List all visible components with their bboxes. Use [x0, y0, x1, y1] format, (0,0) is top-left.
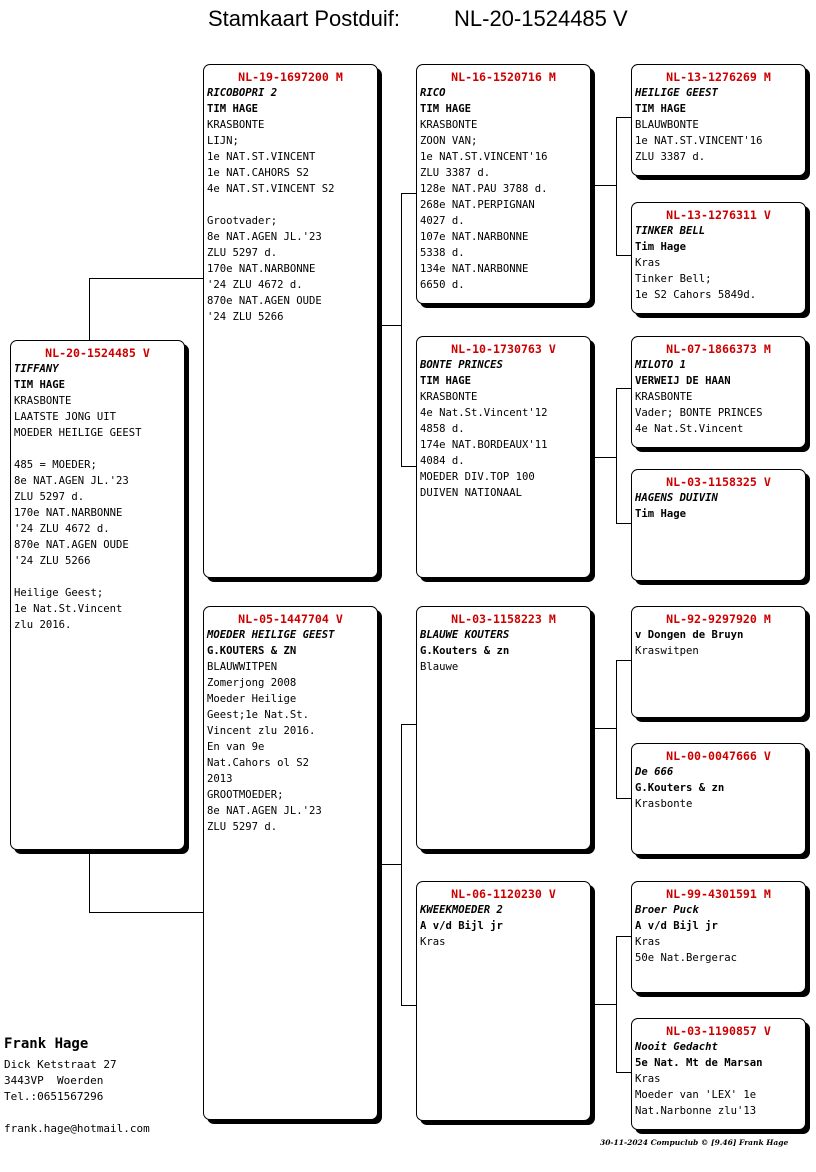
connector-line: [616, 388, 617, 524]
info-line: 107e NAT.NARBONNE: [420, 231, 529, 243]
info-line: 174e NAT.BORDEAUX'11: [420, 439, 548, 451]
pigeon-name: BLAUWE KOUTERS: [420, 629, 510, 641]
owner-name: A v/d Bijl jr: [635, 920, 718, 932]
ring-number: NL-20-1524485 V: [45, 346, 150, 360]
info-line: Vincent zlu 2016.: [207, 725, 316, 737]
owner-name: TIM HAGE: [14, 379, 66, 391]
info-line: ZLU 5297 d.: [14, 491, 85, 503]
info-line: Vader; BONTE PRINCES: [635, 407, 763, 419]
pigeon-name: TIFFANY: [14, 363, 59, 375]
info-line: ZOON VAN;: [420, 135, 478, 147]
info-line: LIJN;: [207, 135, 239, 147]
ring-number: NL-92-9297920 M: [666, 612, 771, 626]
info-line: Grootvader;: [207, 215, 278, 227]
pigeon-name: MOEDER HEILIGE GEEST: [207, 629, 335, 641]
connector-line: [616, 936, 617, 1073]
info-line: 1e Nat.St.Vincent: [14, 603, 123, 615]
info-line: Zomerjong 2008: [207, 677, 297, 689]
pigeon-card-mff[interactable]: [631, 606, 806, 718]
owner-name: A v/d Bijl jr: [420, 920, 503, 932]
breeder-name: Frank Hage: [4, 1036, 89, 1052]
info-line: Geest;1e Nat.St.: [207, 709, 310, 721]
connector-line: [591, 1004, 616, 1005]
info-line: Kras: [635, 1073, 661, 1085]
breeder-city: 3443VP Woerden: [4, 1074, 104, 1087]
pigeon-name: BONTE PRINCES: [420, 359, 503, 371]
info-line: [207, 197, 374, 213]
owner-name: 5e Nat. Mt de Marsan: [635, 1057, 763, 1069]
pigeon-card-mother-mother[interactable]: [416, 881, 591, 1121]
info-line: Nat.Narbonne zlu'13: [635, 1105, 757, 1117]
pigeon-name: MILOTO 1: [635, 359, 687, 371]
info-line: 870e NAT.AGEN OUDE: [207, 295, 322, 307]
owner-name: VERWEIJ DE HAAN: [635, 375, 731, 387]
info-line: MOEDER HEILIGE GEEST: [14, 427, 142, 439]
pigeon-card-mmm[interactable]: [631, 1018, 806, 1130]
info-line: Blauwe: [420, 661, 459, 673]
info-line: LAATSTE JONG UIT: [14, 411, 117, 423]
info-line: Nat.Cahors ol S2: [207, 757, 310, 769]
info-line: 170e NAT.NARBONNE: [207, 263, 316, 275]
connector-line: [591, 457, 616, 458]
pigeon-card-father[interactable]: [203, 64, 378, 578]
page-title: [0, 6, 816, 36]
info-line: 1e NAT.ST.VINCENT'16: [635, 135, 763, 147]
pigeon-card-mfm[interactable]: [631, 743, 806, 855]
owner-name: TIM HAGE: [420, 375, 472, 387]
info-line: '24 ZLU 5266: [14, 555, 91, 567]
info-line: 1e S2 Cahors 5849d.: [635, 289, 757, 301]
info-line: 170e NAT.NARBONNE: [14, 507, 123, 519]
info-line: 50e Nat.Bergerac: [635, 952, 738, 964]
pigeon-card-father-father[interactable]: [416, 64, 591, 304]
info-line: KRASBONTE: [14, 395, 72, 407]
pigeon-card-fmm[interactable]: [631, 469, 806, 581]
ring-number: NL-10-1730763 V: [451, 342, 556, 356]
info-line: ZLU 3387 d.: [635, 151, 706, 163]
info-line: 1e NAT.CAHORS S2: [207, 167, 310, 179]
ring-number: NL-19-1697200 M: [238, 70, 343, 84]
ring-number: NL-07-1866373 M: [666, 342, 771, 356]
info-line: KRASBONTE: [635, 391, 693, 403]
breeder-email[interactable]: frank.hage@hotmail.com: [4, 1122, 150, 1135]
pigeon-name: RICOBOPRI 2: [207, 87, 278, 99]
info-line: 4e Nat.St.Vincent: [635, 423, 744, 435]
connector-line: [401, 193, 402, 467]
connector-line: [591, 185, 616, 186]
info-line: Heilige Geest;: [14, 587, 104, 599]
info-line: Kras: [635, 257, 661, 269]
footer-credit: 30-11-2024 Compuclub © [9.46] Frank Hage: [600, 1138, 789, 1147]
info-line: 2013: [207, 773, 233, 785]
owner-name: v Dongen de Bruyn: [635, 629, 744, 641]
connector-line: [89, 912, 205, 913]
connector-line: [89, 278, 205, 279]
ring-number: NL-16-1520716 M: [451, 70, 556, 84]
info-line: 485 = MOEDER;: [14, 459, 97, 471]
info-line: 5338 d.: [420, 247, 465, 259]
owner-name: Tim Hage: [635, 241, 687, 253]
pigeon-name: Broer Puck: [635, 904, 699, 916]
pigeon-card-ffm[interactable]: [631, 202, 806, 314]
info-line: 8e NAT.AGEN JL.'23: [207, 231, 322, 243]
ring-number: NL-03-1190857 V: [666, 1024, 771, 1038]
pigeon-card-fff[interactable]: [631, 64, 806, 176]
connector-line: [89, 850, 90, 913]
owner-name: G.KOUTERS & ZN: [207, 645, 297, 657]
info-line: Kras: [420, 936, 446, 948]
connector-line: [591, 728, 616, 729]
info-line: Kraswitpen: [635, 645, 699, 657]
info-line: Tinker Bell;: [635, 273, 712, 285]
info-line: 4027 d.: [420, 215, 465, 227]
info-line: 870e NAT.AGEN OUDE: [14, 539, 129, 551]
info-line: [14, 569, 181, 585]
pigeon-card-mother-father[interactable]: [416, 606, 591, 850]
info-line: ZLU 3387 d.: [420, 167, 491, 179]
pigeon-card-mmf[interactable]: [631, 881, 806, 993]
info-line: 8e NAT.AGEN JL.'23: [14, 475, 129, 487]
owner-name: G.Kouters & zn: [420, 645, 510, 657]
info-line: 8e NAT.AGEN JL.'23: [207, 805, 322, 817]
info-line: KRASBONTE: [420, 119, 478, 131]
owner-name: TIM HAGE: [635, 103, 687, 115]
info-line: Krasbonte: [635, 798, 693, 810]
info-line: 4e Nat.St.Vincent'12: [420, 407, 548, 419]
info-line: En van 9e: [207, 741, 265, 753]
info-line: [14, 441, 181, 457]
info-line: Kras: [635, 936, 661, 948]
info-line: DUIVEN NATIONAAL: [420, 487, 523, 499]
info-line: 128e NAT.PAU 3788 d.: [420, 183, 548, 195]
info-line: BLAUWWITPEN: [207, 661, 278, 673]
ring-number: NL-03-1158325 V: [666, 475, 771, 489]
info-line: KRASBONTE: [420, 391, 478, 403]
owner-name: Tim Hage: [635, 508, 687, 520]
owner-name: TIM HAGE: [207, 103, 259, 115]
ring-number: NL-00-0047666 V: [666, 749, 771, 763]
pigeon-name: RICO: [420, 87, 446, 99]
pigeon-name: TINKER BELL: [635, 225, 706, 237]
info-line: Moeder van 'LEX' 1e: [635, 1089, 757, 1101]
info-line: zlu 2016.: [14, 619, 72, 631]
info-line: GROOTMOEDER;: [207, 789, 284, 801]
pigeon-name: HAGENS DUIVIN: [635, 492, 718, 504]
info-line: BLAUWBONTE: [635, 119, 699, 131]
pigeon-card-mother[interactable]: [203, 606, 378, 1120]
pigeon-name: De 666: [635, 766, 674, 778]
info-line: 268e NAT.PERPIGNAN: [420, 199, 535, 211]
info-line: 4858 d.: [420, 423, 465, 435]
pigeon-card-father-mother[interactable]: [416, 336, 591, 578]
owner-name: G.Kouters & zn: [635, 782, 725, 794]
breeder-street: Dick Ketstraat 27: [4, 1058, 117, 1071]
info-line: ZLU 5297 d.: [207, 821, 278, 833]
pigeon-card-subject[interactable]: [10, 340, 185, 850]
connector-line: [378, 325, 401, 326]
ring-number: NL-06-1120230 V: [451, 887, 556, 901]
info-line: KRASBONTE: [207, 119, 265, 131]
info-line: '24 ZLU 4672 d.: [207, 279, 303, 291]
breeder-info: [4, 1034, 150, 1137]
pigeon-name: Nooit Gedacht: [635, 1041, 718, 1053]
info-line: 4e NAT.ST.VINCENT S2: [207, 183, 335, 195]
title-ring-number: NL-20-1524485 V: [454, 6, 628, 31]
info-line: '24 ZLU 5266: [207, 311, 284, 323]
info-line: 6650 d.: [420, 279, 465, 291]
breeder-phone: Tel.:0651567296: [4, 1090, 104, 1103]
info-line: Moeder Heilige: [207, 693, 297, 705]
pigeon-name: KWEEKMOEDER 2: [420, 904, 503, 916]
pigeon-name: HEILIGE GEEST: [635, 87, 718, 99]
title-label: Stamkaart Postduif:: [208, 6, 400, 31]
info-line: '24 ZLU 4672 d.: [14, 523, 110, 535]
connector-line: [616, 660, 617, 799]
info-line: 4084 d.: [420, 455, 465, 467]
info-line: 1e NAT.ST.VINCENT'16: [420, 151, 548, 163]
connector-line: [401, 724, 402, 1006]
info-line: 1e NAT.ST.VINCENT: [207, 151, 316, 163]
owner-name: TIM HAGE: [420, 103, 472, 115]
info-line: 134e NAT.NARBONNE: [420, 263, 529, 275]
info-line: ZLU 5297 d.: [207, 247, 278, 259]
ring-number: NL-03-1158223 M: [451, 612, 556, 626]
info-line: MOEDER DIV.TOP 100: [420, 471, 535, 483]
ring-number: NL-99-4301591 M: [666, 887, 771, 901]
connector-line: [616, 117, 617, 256]
ring-number: NL-13-1276311 V: [666, 208, 771, 222]
ring-number: NL-13-1276269 M: [666, 70, 771, 84]
ring-number: NL-05-1447704 V: [238, 612, 343, 626]
connector-line: [89, 278, 90, 340]
pigeon-card-fmf[interactable]: [631, 336, 806, 448]
connector-line: [378, 864, 401, 865]
